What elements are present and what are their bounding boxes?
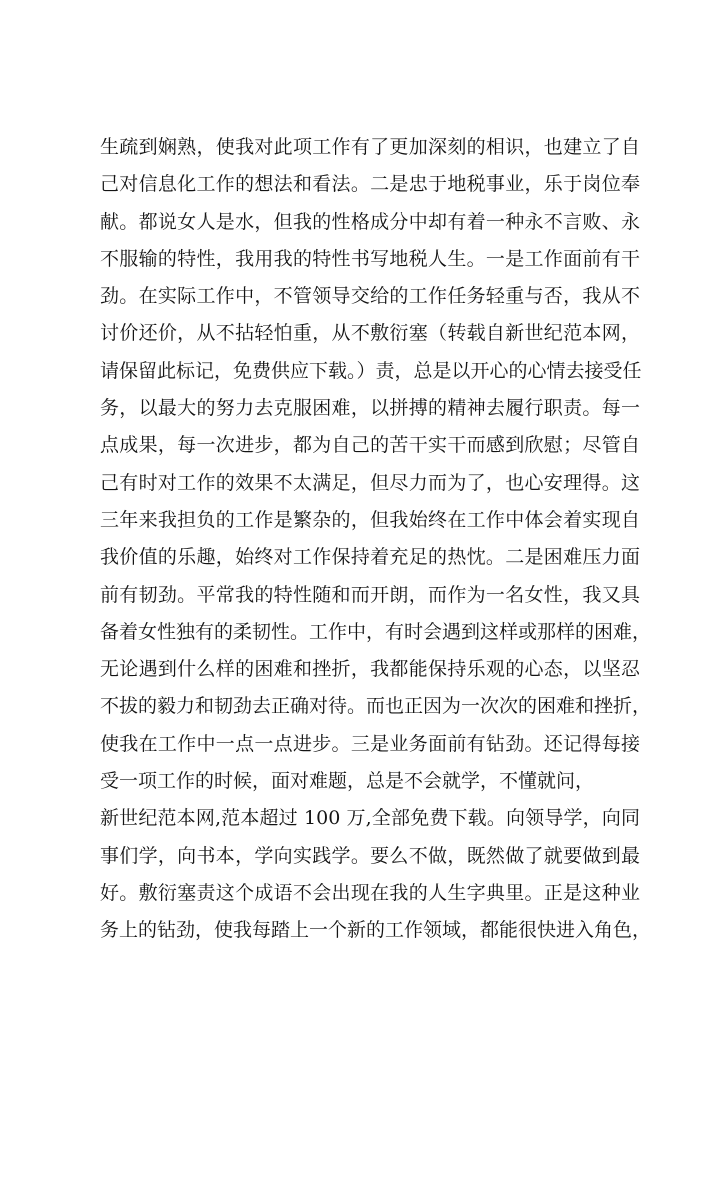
text-line-8: 务，以最大的努力去克服困难，以拼搏的精神去履行职责。每一 (100, 397, 640, 420)
body-text (100, 129, 652, 950)
text-line-1: 生疏到娴熟，使我对此项工作有了更加深刻的相识，也建立了自 (100, 136, 640, 158)
text-line-5: 劲。在实际工作中，不管领导交给的工作任务轻重与否，我从不 (100, 285, 640, 308)
text-line-11: 三年来我担负的工作是繁杂的，但我始终在工作中体会着实现自 (100, 508, 640, 531)
text-line-18: 受一项工作的时候，面对难题，总是不会就学，不懂就问， (100, 770, 595, 793)
text-line-20: 事们学，向书本，学向实践学。要么不做，既然做了就要做到最 (100, 844, 640, 867)
text-line-3: 献。都说女人是水，但我的性格成分中却有着一种永不言败、永 (100, 210, 640, 233)
text-line-7: 请保留此标记，免费供应下载。）责，总是以开心的心情去接受任 (100, 359, 642, 382)
text-line-6: 讨价还价，从不拈轻怕重，从不敷衍塞（转载自新世纪范本网， (100, 322, 640, 345)
text-line-2: 己对信息化工作的想法和看法。二是忠于地税事业，乐于岗位奉 (100, 173, 640, 196)
text-line-22: 务上的钻劲，使我每踏上一个新的工作领域，都能很快进入角色， (100, 919, 652, 942)
text-line-16: 不拔的毅力和韧劲去正确对待。而也正因为一次次的困难和挫折， (100, 695, 652, 718)
text-line-9: 点成果，每一次进步，都为自己的苦干实干而感到欣慰；尽管自 (100, 434, 640, 457)
text-line-14: 备着女性独有的柔韧性。工作中，有时会遇到这样或那样的困难， (100, 620, 652, 643)
text-line-10: 己有时对工作的效果不太满足，但尽力而为了，也心安理得。这 (100, 471, 640, 494)
text-line-4: 不服输的特性，我用我的特性书写地税人生。一是工作面前有干 (100, 247, 640, 270)
text-line-17: 使我在工作中一点一点进步。三是业务面前有钻劲。还记得每接 (100, 732, 640, 755)
text-line-21: 好。敷衍塞责这个成语不会出现在我的人生字典里。正是这种业 (100, 881, 640, 904)
text-line-13: 前有韧劲。平常我的特性随和而开朗，而作为一名女性，我又具 (100, 583, 640, 606)
text-line-19: 新世纪范本网,范本超过 100 万,全部免费下载。向领导学，向同 (100, 807, 640, 830)
text-line-12: 我价值的乐趣，始终对工作保持着充足的热忱。二是困难压力面 (100, 546, 640, 569)
text-line-15: 无论遇到什么样的困难和挫折，我都能保持乐观的心态，以坚忍 (100, 658, 640, 681)
